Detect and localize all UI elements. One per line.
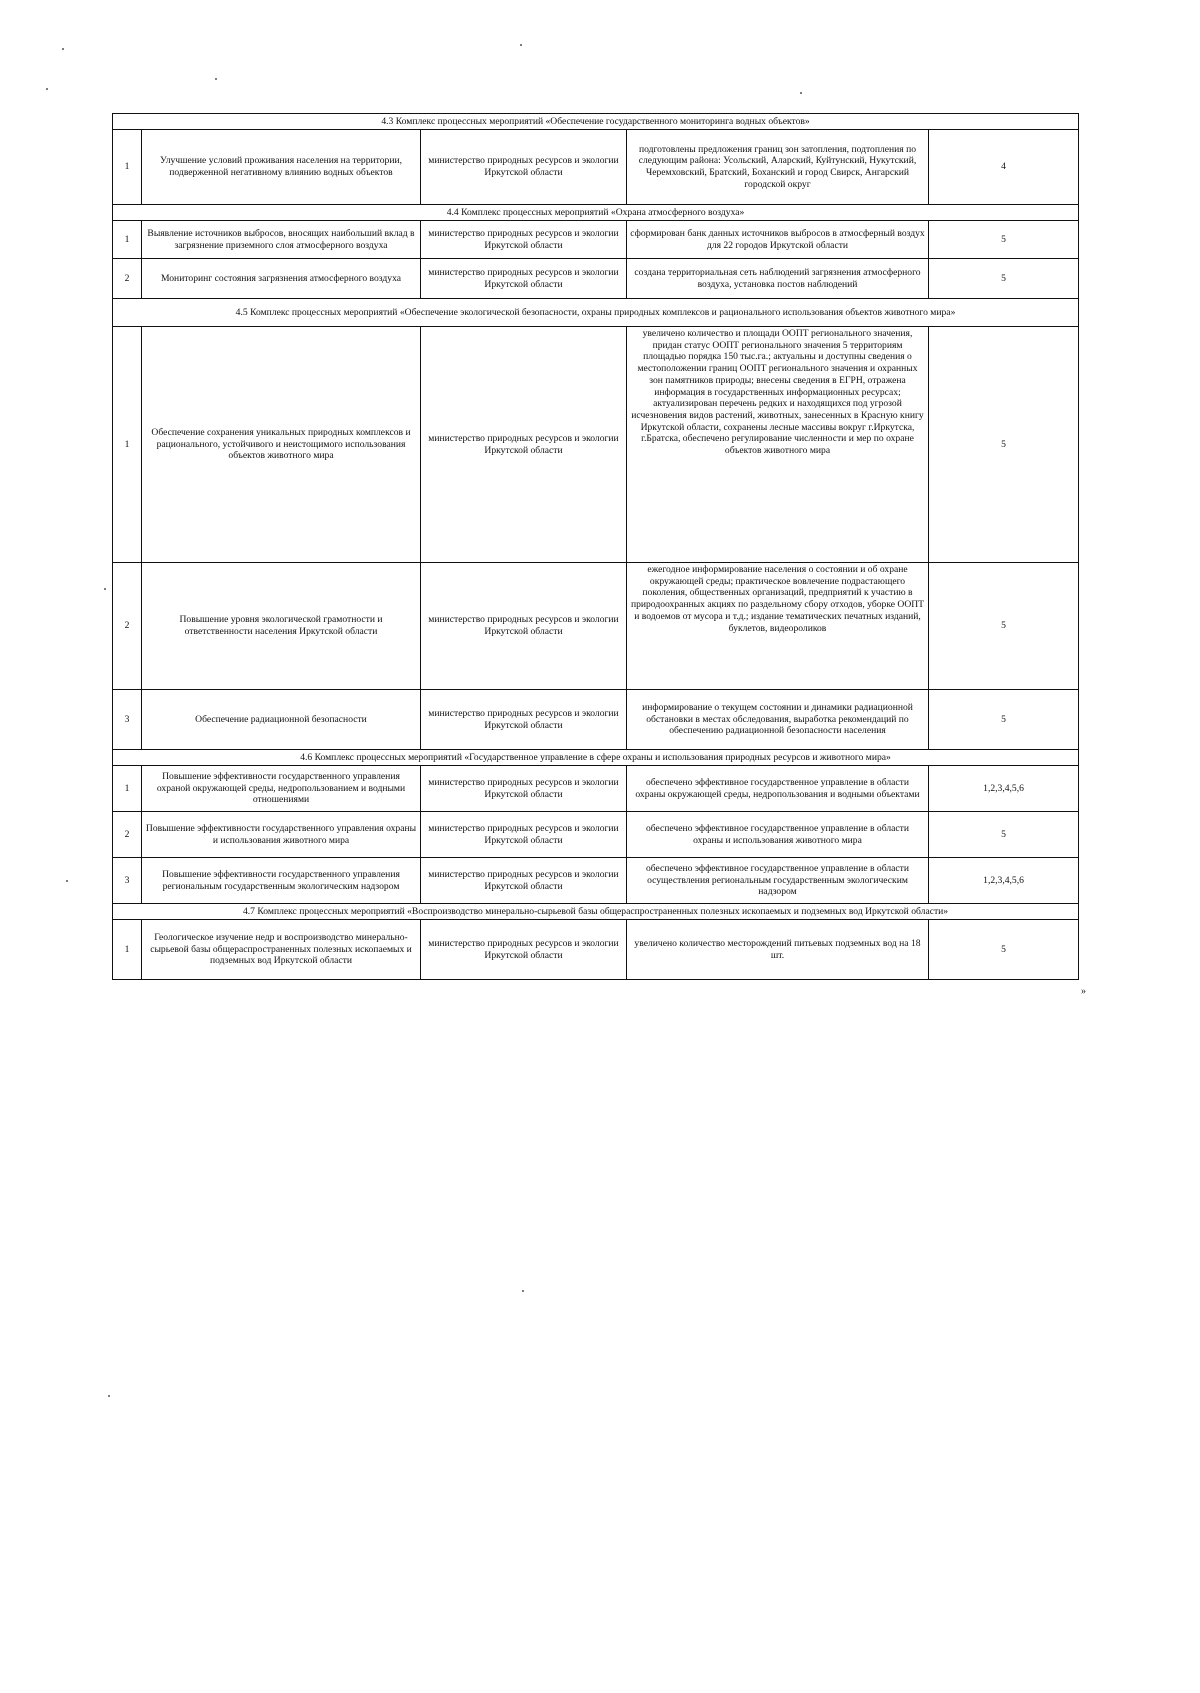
row-number: 1	[113, 327, 142, 563]
table-row	[113, 766, 1079, 812]
expected-result: сформирован банк данных источников выбросов в атмосферный воздух для 22 городов Иркутской области	[627, 221, 929, 259]
expected-result: создана территориальная сеть наблюдений загрязнения атмосферного воздуха, установка постов наблюдений	[627, 259, 929, 299]
table-row	[113, 690, 1079, 750]
responsible-executor: министерство природных ресурсов и экологии Иркутской области	[421, 858, 627, 904]
row-number: 1	[113, 130, 142, 205]
scan-speck	[104, 588, 106, 590]
expected-result: ежегодное информирование населения о состоянии и об охране окружающей среды; практическое вовлечение подрастающего поколения, общественных организаций, предприятий к участию в природоохранных акциях по раздельному сбору отходов, уборке ООПТ и водоемов от мусора и т.д.; издание тематических печатных изданий, буклетов, видеороликов	[627, 563, 929, 690]
scan-speck	[520, 44, 522, 46]
row-number: 2	[113, 563, 142, 690]
section-title: 4.4 Комплекс процессных мероприятий «Охрана атмосферного воздуха»	[113, 205, 1079, 221]
table-row	[113, 221, 1079, 259]
expected-result: информирование о текущем состоянии и динамики радиационной обстановки в местах обследования, выработка рекомендаций по обеспечению радиационной безопасности населения	[627, 690, 929, 750]
section-title: 4.5 Комплекс процессных мероприятий «Обеспечение экологической безопасности, охраны природных комплексов и рационального использования объектов животного мира»	[113, 299, 1079, 327]
indicator-link: 5	[929, 563, 1079, 690]
measure-name: Повышение эффективности государственного управления охраной окружающей среды, недропользованием и водными отношениями	[142, 766, 421, 812]
expected-result: подготовлены предложения границ зон затопления, подтопления по следующим района: Усольский, Аларский, Куйтунский, Нукутский, Черемховский, Братский, Боханский и город Свирск, Ангарский городской округ	[627, 130, 929, 205]
table-row	[113, 812, 1079, 858]
responsible-executor: министерство природных ресурсов и экологии Иркутской области	[421, 221, 627, 259]
measures-table	[112, 113, 1079, 980]
responsible-executor: министерство природных ресурсов и экологии Иркутской области	[421, 920, 627, 980]
measure-name: Улучшение условий проживания населения на территории, подверженной негативному влиянию водных объектов	[142, 130, 421, 205]
responsible-executor: министерство природных ресурсов и экологии Иркутской области	[421, 563, 627, 690]
scan-speck	[522, 1290, 524, 1292]
expected-result: увеличено количество и площади ООПТ регионального значения, придан статус ООПТ регионального значения 5 территориям площадью порядка 150 тыс.га.; актуальны и доступны сведения о местоположении границ ООПТ регионального значения и охранных зон памятников природы; внесены сведения в ЕГРН, отражена информация в государственных информационных ресурсах; актуализирован перечень редких и находящихся под угрозой исчезновения видов растений, животных, занесенных в Красную книгу Иркутской области, сохранены лесные массивы вокруг г.Иркутска, г.Братска, обеспечено регулирование численности и мер по охране объектов животного мира	[627, 327, 929, 563]
row-number: 3	[113, 858, 142, 904]
section-header-row	[113, 299, 1079, 327]
measure-name: Выявление источников выбросов, вносящих наибольший вклад в загрязнение приземного слоя атмосферного воздуха	[142, 221, 421, 259]
scan-speck	[62, 48, 64, 50]
section-title: 4.6 Комплекс процессных мероприятий «Государственное управление в сфере охраны и использования природных ресурсов и животного мира»	[113, 750, 1079, 766]
indicator-link: 1,2,3,4,5,6	[929, 766, 1079, 812]
scan-speck	[215, 78, 217, 80]
indicator-link: 5	[929, 920, 1079, 980]
expected-result: обеспечено эффективное государственное управление в области осуществления региональным государственным экологическим надзором	[627, 858, 929, 904]
table-row	[113, 327, 1079, 563]
scan-speck	[800, 92, 802, 94]
measure-name: Обеспечение сохранения уникальных природных комплексов и рационального, устойчивого и неистощимого использования объектов животного мира	[142, 327, 421, 563]
section-header-row	[113, 750, 1079, 766]
scan-speck	[66, 880, 68, 882]
measure-name: Геологическое изучение недр и воспроизводство минерально-сырьевой базы общераспространенных полезных ископаемых и подземных вод Иркутской области	[142, 920, 421, 980]
expected-result: обеспечено эффективное государственное управление в области охраны и использования животного мира	[627, 812, 929, 858]
row-number: 2	[113, 259, 142, 299]
indicator-link: 5	[929, 327, 1079, 563]
responsible-executor: министерство природных ресурсов и экологии Иркутской области	[421, 130, 627, 205]
indicator-link: 5	[929, 259, 1079, 299]
table-row	[113, 563, 1079, 690]
responsible-executor: министерство природных ресурсов и экологии Иркутской области	[421, 690, 627, 750]
closing-quote-mark: »	[1081, 986, 1086, 997]
indicator-link: 5	[929, 812, 1079, 858]
measure-name: Повышение эффективности государственного управления охраны и использования животного мира	[142, 812, 421, 858]
responsible-executor: министерство природных ресурсов и экологии Иркутской области	[421, 259, 627, 299]
indicator-link: 5	[929, 690, 1079, 750]
measure-name: Повышение уровня экологической грамотности и ответственности населения Иркутской области	[142, 563, 421, 690]
section-title: 4.3 Комплекс процессных мероприятий «Обеспечение государственного мониторинга водных объектов»	[113, 114, 1079, 130]
responsible-executor: министерство природных ресурсов и экологии Иркутской области	[421, 766, 627, 812]
table-row	[113, 130, 1079, 205]
section-header-row	[113, 205, 1079, 221]
indicator-link: 4	[929, 130, 1079, 205]
row-number: 1	[113, 920, 142, 980]
indicator-link: 1,2,3,4,5,6	[929, 858, 1079, 904]
row-number: 1	[113, 221, 142, 259]
section-title: 4.7 Комплекс процессных мероприятий «Воспроизводство минерально-сырьевой базы общераспространенных полезных ископаемых и подземных вод Иркутской области»	[113, 904, 1079, 920]
section-header-row	[113, 904, 1079, 920]
row-number: 1	[113, 766, 142, 812]
expected-result: увеличено количество месторождений питьевых подземных вод на 18 шт.	[627, 920, 929, 980]
section-header-row	[113, 114, 1079, 130]
measure-name: Мониторинг состояния загрязнения атмосферного воздуха	[142, 259, 421, 299]
indicator-link: 5	[929, 221, 1079, 259]
row-number: 2	[113, 812, 142, 858]
scan-speck	[46, 88, 48, 90]
measure-name: Повышение эффективности государственного управления региональным государственным экологическим надзором	[142, 858, 421, 904]
expected-result: обеспечено эффективное государственное управление в области охраны окружающей среды, недропользования и водными объектами	[627, 766, 929, 812]
scan-speck	[108, 1395, 110, 1397]
responsible-executor: министерство природных ресурсов и экологии Иркутской области	[421, 327, 627, 563]
table-row	[113, 858, 1079, 904]
table-row	[113, 920, 1079, 980]
responsible-executor: министерство природных ресурсов и экологии Иркутской области	[421, 812, 627, 858]
table-row	[113, 259, 1079, 299]
row-number: 3	[113, 690, 142, 750]
measure-name: Обеспечение радиационной безопасности	[142, 690, 421, 750]
